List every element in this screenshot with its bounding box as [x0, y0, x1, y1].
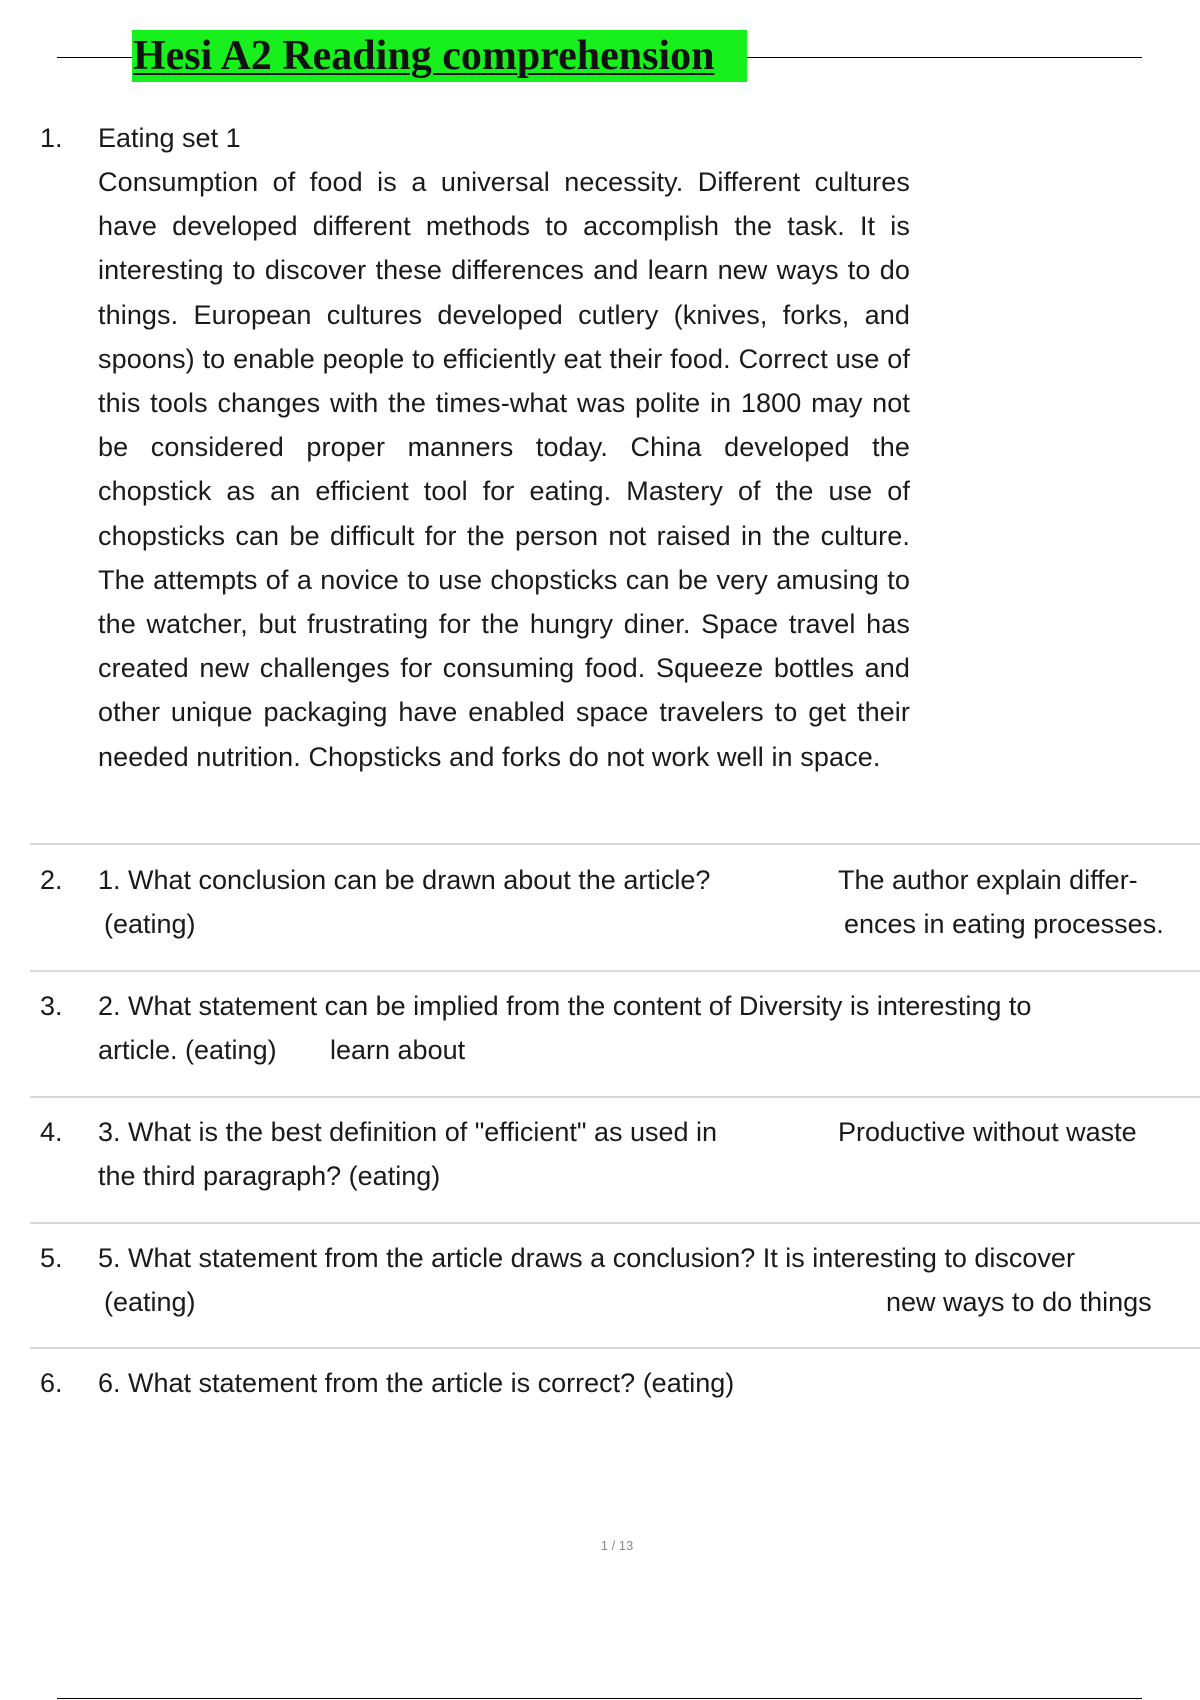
question-text-cont: article. (eating) — [98, 1035, 277, 1065]
item-number: 6. — [40, 1368, 63, 1398]
row-separator — [30, 1347, 1200, 1349]
question-text: 5. What statement from the article draws a conclusion? It is interesting to discover — [98, 1243, 1075, 1273]
question-text: 6. What statement from the article is correct? (eating) — [98, 1368, 735, 1398]
question-text: 3. What is the best definition of "efficient" as used in — [98, 1117, 718, 1147]
row-separator — [30, 843, 1200, 845]
bottom-rule — [57, 1698, 1142, 1699]
title-rule-left — [57, 57, 132, 58]
page-indicator: 1 / 13 — [600, 1538, 634, 1553]
row-separator — [30, 1096, 1200, 1098]
question-text: 1. What conclusion can be drawn about the article? — [98, 865, 711, 895]
title-rule-right — [747, 57, 1142, 58]
passage-heading: Eating set 1 — [98, 123, 241, 153]
document-title: Hesi A2 Reading comprehension — [132, 30, 747, 82]
question-text-cont: (eating) — [104, 1287, 196, 1317]
answer-text-cont: new ways to do things — [886, 1287, 1152, 1317]
item-number: 1. — [40, 123, 63, 153]
row-separator — [30, 970, 1200, 972]
question-text: 2. What statement can be implied from the content of Diversity is interesting to — [98, 991, 1032, 1021]
question-text-cont: (eating) — [104, 909, 196, 939]
question-text-cont: the third paragraph? (eating) — [98, 1161, 441, 1191]
answer-text-cont: learn about — [330, 1035, 466, 1065]
answer-text-cont: ences in eating processes. — [844, 909, 1164, 939]
item-number: 4. — [40, 1117, 63, 1147]
item-number: 5. — [40, 1243, 63, 1273]
passage-text: Consumption of food is a universal necessity. Different cultures have developed different methods to accomplish the task. It is interesting to discover these differences and learn new ways to do things. European cultures developed cutlery (knives, forks, and spoons) to enable people to efficiently eat their food. Correct use of this tools changes with the times-what was polite in 1800 may not be considered proper manners today. China developed the chopstick as an efficient tool for eating. Mastery of the use of chopsticks can be difficult for the person not raised in the culture. The attempts of a novice to use chopsticks can be very amusing to the watcher, but frustrating for the hungry diner. Space travel has created new challenges for consuming food. Squeeze bottles and other unique packaging have enabled space travelers to get their needed nutrition. Chopsticks and forks do not work well in space. — [98, 167, 910, 772]
item-number: 3. — [40, 991, 63, 1021]
row-separator — [30, 1222, 1200, 1224]
answer-text: The author explain differ- — [838, 865, 1138, 895]
item-number: 2. — [40, 865, 63, 895]
answer-text: Productive without waste — [838, 1117, 1137, 1147]
